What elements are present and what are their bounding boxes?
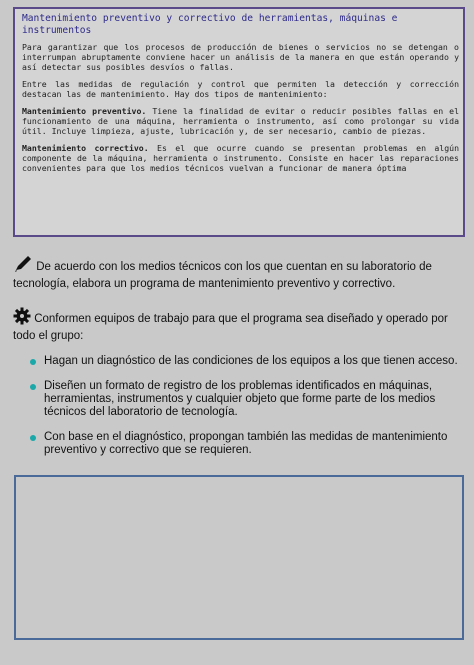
instruction-pencil <box>13 255 465 291</box>
term-correctivo: Mantenimiento correctivo. <box>22 143 149 153</box>
list-item-text: Hagan un diagnóstico de las condiciones de los equipos a los que tienen acceso. <box>44 355 458 367</box>
instruction-gear <box>13 307 465 343</box>
task-list <box>24 355 464 469</box>
info-paragraph-2: Entre las medidas de regulación y control que permiten la detección y corrección destacan las de mantenimiento. Hay dos tipos de mantenimiento: <box>22 79 459 99</box>
bullet-icon <box>30 384 36 390</box>
list-item <box>24 431 464 457</box>
list-item <box>24 380 464 419</box>
text-preventivo: Tiene la finalidad de evitar o reducir posibles fallas en el funcionamiento de una máquina, herramienta o instrumento, así como prolongar su vida útil. Incluye limpieza, ajuste, lubricación y, de ser necesario, cambio de piezas. <box>22 106 460 136</box>
instruction-1-text: De acuerdo con los medios técnicos con los que cuentan en su laboratorio de tecnología, elabora un programa de mantenimiento preventivo y correctivo. <box>13 261 432 290</box>
answer-box[interactable] <box>14 475 464 640</box>
instruction-2-text: Conformen equipos de trabajo para que el programa sea diseñado y operado por todo el grupo: <box>13 313 448 342</box>
list-item-text: Diseñen un formato de registro de los problemas identificados en máquinas, herramientas, instrumentos y cualquier objeto que forme parte de los medios técnicos del laboratorio de tecnología. <box>44 380 436 418</box>
pencil-icon <box>13 255 33 277</box>
info-paragraph-preventivo <box>22 106 459 136</box>
gear-icon <box>13 307 31 329</box>
info-box <box>13 7 465 237</box>
list-item <box>24 355 464 368</box>
info-title: Mantenimiento preventivo y correctivo de herramientas, máquinas e instrumentos <box>22 13 398 36</box>
term-preventivo: Mantenimiento preventivo. <box>22 106 147 116</box>
text-correctivo: Es el que ocurre cuando se presentan problemas en algún componente de la máquina, herramienta o instrumento. Consiste en hacer las reparaciones convenientes para que los medios técnicos vuelvan a funcionar de manera óptima <box>22 143 460 173</box>
bullet-icon <box>30 435 36 441</box>
list-item-text: Con base en el diagnóstico, propongan también las medidas de mantenimiento preventivo y correctivo que se requieren. <box>44 431 448 456</box>
info-paragraph-1: Para garantizar que los procesos de producción de bienes o servicios no se detengan o interrumpan abruptamente conviene hacer un análisis de la manera en que están operando y así detectar sus posibles desvíos o fallas. <box>22 42 459 72</box>
bullet-icon <box>30 359 36 365</box>
info-paragraph-correctivo <box>22 143 459 173</box>
